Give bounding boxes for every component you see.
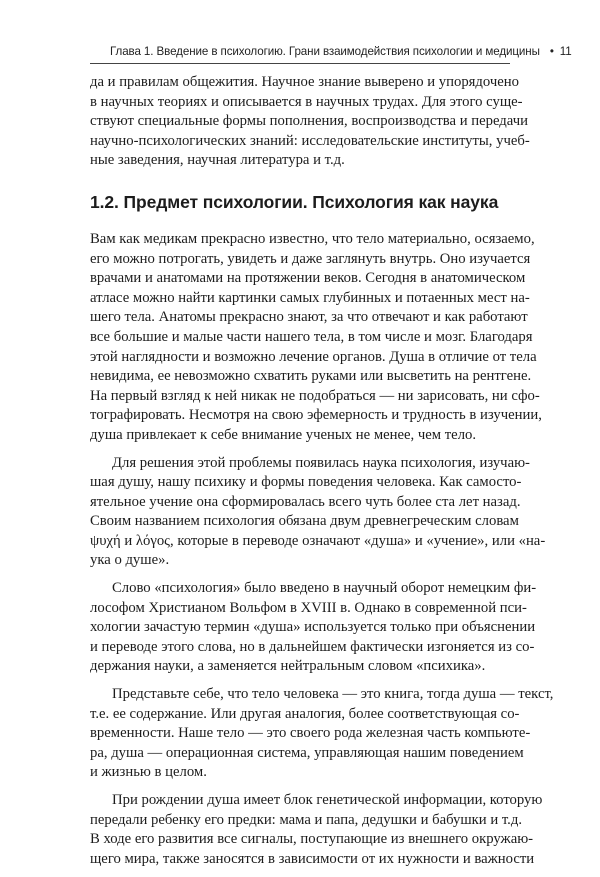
page-body: [90, 73, 554, 877]
text-line: ψυχή и λόγος, которые в переводе означают «душа» и «учение», или «на-: [90, 532, 546, 549]
text-line: ра, душа — операционная система, управляющая нашим поведением: [90, 744, 524, 761]
text-line: Слово «психология» было введено в научный оборот немецким фи-: [112, 580, 537, 597]
text-line: ука о душе».: [90, 552, 170, 569]
text-line: На первый взгляд к ней никак не подобраться — ни зарисовать, ни сфо-: [90, 387, 540, 404]
text-line: и переводе этого слова, но в дальнейшем фактически изгоняется из со-: [90, 638, 535, 655]
text-line: ствуют специальные формы пополнения, воспроизводства и передачи: [90, 113, 528, 130]
text-line: лософом Христианом Вольфом в XVIII в. Однако в современной пси-: [90, 599, 527, 616]
header-rule: [90, 63, 510, 64]
text-line: тографировать. Несмотря на свою эфемерность и трудность в изучении,: [90, 407, 542, 424]
chapter-title: Глава 1. Введение в психологию. Грани взаимодействия психологии и медицины: [110, 45, 540, 58]
text-line: научно-психологических знаний: исследовательские институты, учеб-: [90, 132, 530, 149]
text-line: При рождении душа имеет блок генетической информации, которую: [112, 792, 543, 808]
text-line: хологии зачастую термин «душа» используется только при объяснении: [90, 619, 536, 636]
paragraph: [90, 791, 543, 869]
section-heading: 1.2. Предмет психологии. Психология как наука: [90, 191, 499, 212]
text-line: все большие и малые части нашего тела, в том числе и мозг. Благодаря: [90, 328, 533, 345]
text-line: т.е. ее содержание. Или другая аналогия, более соответствующая со-: [90, 705, 520, 722]
paragraph: [90, 579, 537, 677]
text-line: Своим названием психология обязана двум древнегреческим словам: [90, 513, 519, 530]
text-line: его можно потрогать, увидеть и даже заглянуть внутрь. Оно изучается: [90, 250, 531, 267]
text-line: атласе можно найти картинки самых глубинных и потаенных мест на-: [90, 289, 530, 306]
text-line: в научных теориях и описывается в научных трудах. Для этого суще-: [90, 93, 523, 110]
text-line: Для решения этой проблемы появилась наука психология, изучаю-: [112, 454, 530, 471]
text-line: душа привлекает к себе внимание ученых не менее, чем тело.: [90, 426, 477, 443]
text-line: временности. Наше тело — это своего рода железная часть компьюте-: [90, 725, 531, 742]
text-line: Вам как медикам прекрасно известно, что тело материально, осязаемо,: [90, 230, 535, 247]
running-head: [110, 45, 572, 58]
paragraph: [90, 454, 546, 572]
text-line: невидима, ее невозможно схватить руками или высветить на рентгене.: [90, 368, 532, 385]
page-number: 11: [559, 45, 572, 58]
text-line: этой наглядности и возможно лечение органов. Душа в отличие от тела: [90, 348, 537, 365]
paragraph: [90, 230, 542, 446]
text-line: ятельное учение она сформировалась всего чуть более ста лет назад.: [90, 493, 521, 510]
text-line: врачами и анатомами на протяжении веков. Сегодня в анатомическом: [90, 270, 526, 287]
text-line: да и правилам общежития. Научное знание выверено и упорядочено: [90, 74, 519, 90]
text-line: держания науки, а заменяется нейтральным словом «психика».: [90, 658, 486, 675]
text-line: шего тела. Анатомы прекрасно знают, за что отвечают и как работают: [90, 309, 528, 326]
text-line: Представьте себе, что тело человека — это книга, тогда душа — текст,: [112, 686, 554, 703]
text-line: шая душу, нашу психику и формы поведения человека. Как самосто-: [90, 474, 522, 491]
header-bullet: •: [549, 45, 554, 58]
text-line: ные заведения, научная литература и т.д.: [90, 152, 345, 169]
paragraph: [90, 685, 554, 783]
text-line: В ходе его развития все сигналы, поступающие из внешнего окружаю-: [90, 831, 534, 848]
text-line: щего мира, также заносятся в зависимости от их нужности и важности: [90, 850, 535, 867]
text-line: и жизнью в целом.: [90, 764, 207, 781]
paragraph-continued: [90, 73, 530, 171]
text-line: передали ребенку его предки: мама и папа, дедушки и бабушки и т.д.: [90, 811, 522, 828]
